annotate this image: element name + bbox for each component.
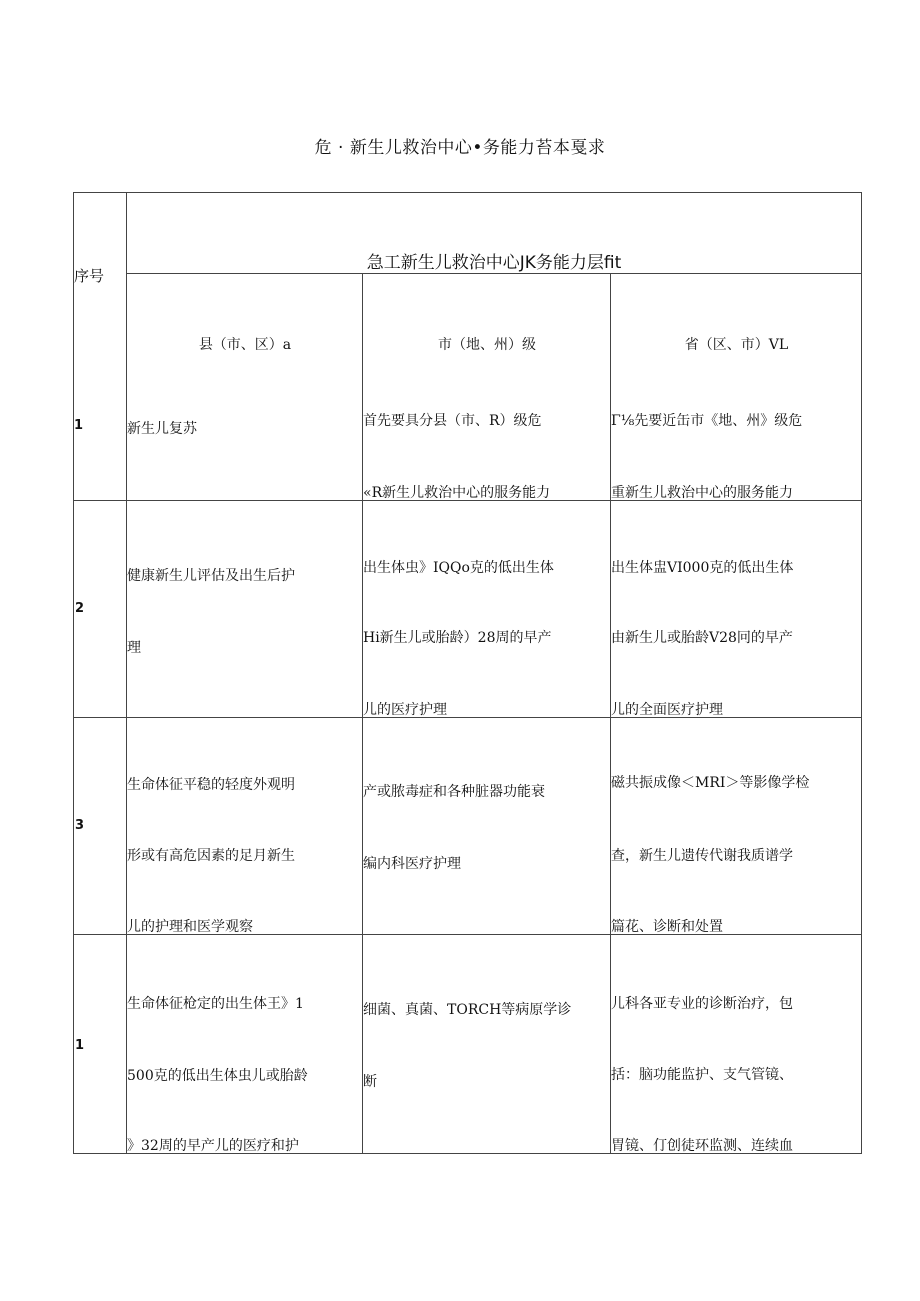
row-4-province-line-2: 括：脑功能监护、支气管镜、	[611, 1067, 793, 1083]
row-2-num: 2	[75, 601, 85, 616]
row-4-county-line-3: 》32周的早产儿的医疗和护	[127, 1138, 299, 1154]
row-4-county-cell	[127, 935, 363, 1154]
row-2-city-line-2: Hi新生儿或胎龄）28周的早产	[363, 630, 552, 646]
row-1-province-line-1: Γ⅛先要近缶市《地、州》级危	[611, 413, 803, 429]
row-4-province-line-1: 儿科各亚专业的诊断治疗，包	[611, 996, 793, 1012]
level-province-cell	[611, 274, 862, 501]
row-2-num-cell	[74, 501, 127, 718]
row-3-province-line-1: 磁共振成像＜MRI＞等影像学检	[611, 775, 810, 791]
row-4-province-cell	[611, 935, 862, 1154]
capability-table	[73, 192, 862, 1154]
row-2-province-cell	[611, 501, 862, 718]
row-4-province-line-3: 胃镜、仃创徒环监测、连续血	[611, 1138, 793, 1154]
row-3-num: 3	[75, 818, 85, 833]
row-4-num: 1	[75, 1038, 85, 1053]
level-city: 市（地、州）级	[438, 337, 536, 353]
seq-header: 序号	[74, 267, 105, 285]
level-county: 县（市、区）a	[198, 337, 292, 353]
row-1-basic-service: 新生儿复苏	[127, 421, 197, 437]
row-3-province-cell	[611, 718, 862, 935]
row-2-province-line-3: 儿的全面医疗护理	[611, 702, 723, 718]
seq-header-cell	[74, 193, 127, 501]
row-3-county-line-3: 儿的护理和医学观察	[127, 919, 253, 935]
row-3-city-line-2: 编内科医疗护理	[363, 856, 461, 872]
header-row-1	[74, 193, 862, 274]
row-4-num-cell	[74, 935, 127, 1154]
row-3-city-cell	[363, 718, 611, 935]
row-2-city-cell	[363, 501, 611, 718]
row-4-county-line-2: 500克的低出生体虫儿或胎龄	[127, 1068, 308, 1084]
group-header-cell	[127, 193, 862, 274]
row-3-province-line-3: 篇花、诊断和处置	[611, 919, 723, 935]
level-city-cell	[363, 274, 611, 501]
row-2-city-line-3: 儿的医疗护理	[363, 702, 447, 718]
row-4-city-cell	[363, 935, 611, 1154]
row-2-province-line-2: 由新生儿或胎龄V28冋的早产	[611, 630, 793, 646]
document-title: 危 · 新生儿救治中心•务能力苔本戛求	[314, 138, 606, 158]
row-3-num-cell	[74, 718, 127, 935]
row-3-province-line-2: 查，新生儿遗传代谢我质谱学	[611, 848, 793, 864]
table-row	[74, 935, 862, 1154]
row-1-city-line-1: 首先要具分县（市、R）级危	[363, 413, 542, 429]
row-3-county-cell	[127, 718, 363, 935]
row-3-county-line-1: 生命体征平稳的轻度外观明	[127, 777, 295, 793]
table-row	[74, 718, 862, 935]
level-county-cell	[127, 274, 363, 501]
row-1-num: 1	[74, 418, 84, 433]
row-2-county-line-2: 理	[127, 640, 141, 656]
header-row-2	[74, 274, 862, 501]
group-header: 急工新生儿救治中心JK务能力层fit	[366, 253, 622, 273]
row-4-city-line-2: 断	[363, 1074, 377, 1090]
row-2-county-line-1: 健康新生儿评估及出生后护	[127, 568, 295, 584]
row-3-county-line-2: 形或有高危因素的足月新生	[127, 848, 295, 864]
level-province: 省（区、市）VL	[684, 337, 789, 353]
row-2-county-cell	[127, 501, 363, 718]
row-4-county-line-1: 生命体征枪定的出生体王》1	[127, 996, 304, 1012]
row-4-city-line-1: 细菌、真菌、TORCH等病原学诊	[363, 1002, 572, 1018]
row-1-province-line-2: 重新生儿救治中心的服务能力	[611, 485, 793, 501]
row-3-city-line-1: 产或脓毒症和各种脏器功能衰	[363, 784, 545, 800]
row-2-province-line-1: 出生体盅VI000克的低出生体	[611, 560, 794, 576]
row-2-city-line-1: 出生体虫》IQQo克的低出生体	[363, 560, 554, 576]
row-1-city-line-2: «R新生儿救治中心的服务能力	[363, 485, 551, 501]
table-row	[74, 501, 862, 718]
